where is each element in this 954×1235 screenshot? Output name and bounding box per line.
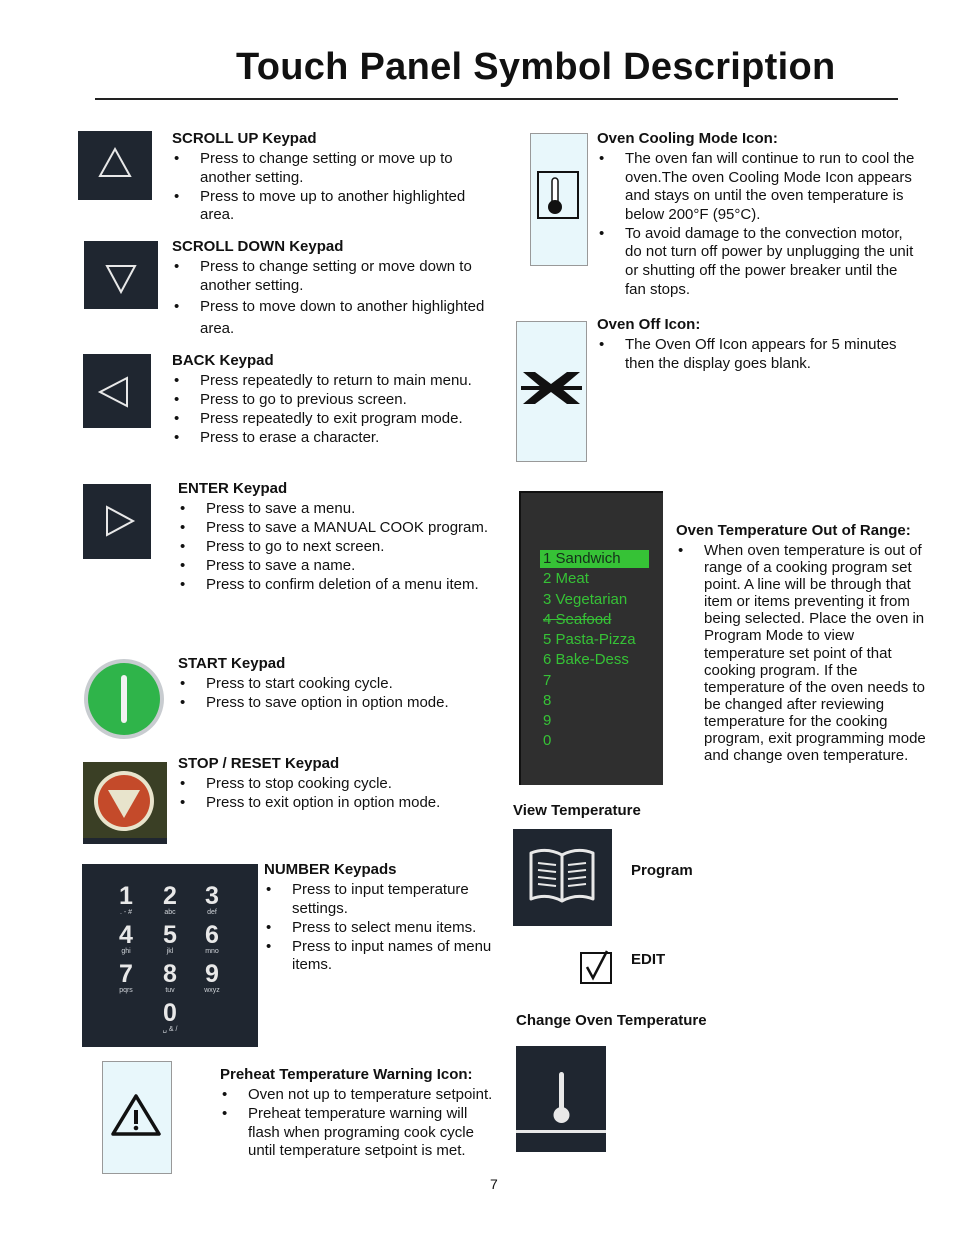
- bullet: • Oven not up to temperature setpoint.: [220, 1086, 495, 1105]
- menu-item-2[interactable]: 2 Meat: [543, 570, 589, 587]
- section-heading: BACK Keypad: [172, 352, 274, 369]
- bullet: • The Oven Off Icon appears for 5 minutes then the display goes blank.: [597, 336, 922, 373]
- section-heading: Oven Temperature Out of Range:: [676, 522, 911, 539]
- menu-item-6[interactable]: 6 Bake-Dess: [543, 651, 629, 668]
- section-heading: Preheat Temperature Warning Icon:: [220, 1066, 473, 1083]
- bullet: • Press to change setting or move down to another setting.: [172, 258, 492, 295]
- back-section: [172, 352, 492, 448]
- cooling-section: [597, 130, 922, 300]
- number-section: [264, 861, 494, 975]
- number-key-9[interactable]: 9 wxyz: [204, 960, 220, 994]
- preheat-warning-display: [102, 1061, 172, 1174]
- edit-keypad[interactable]: [580, 950, 612, 984]
- warning-triangle-icon: [103, 1062, 171, 1173]
- program-menu-screen: [519, 491, 663, 785]
- bullet: • Press to save a MANUAL COOK program.: [178, 519, 498, 538]
- bullet: • Press to move down to another highlighted area.: [172, 296, 492, 340]
- section-heading: NUMBER Keypads: [264, 861, 397, 878]
- scroll-up-section: [172, 130, 492, 225]
- oven-off-display: [516, 321, 587, 462]
- menu-item-3[interactable]: 3 Vegetarian: [543, 591, 628, 608]
- change-oven-temperature-label: Change Oven Temperature: [516, 1012, 707, 1029]
- oven-off-x-icon: [517, 322, 586, 461]
- bullet: • Press to save option in option mode.: [178, 694, 498, 713]
- number-key-7[interactable]: 7 pqrs: [119, 960, 133, 994]
- program-label: Program: [631, 862, 693, 879]
- scroll-down-keypad[interactable]: [84, 241, 158, 309]
- section-heading: START Keypad: [178, 655, 286, 672]
- menu-item-9[interactable]: 9: [543, 712, 552, 729]
- number-keypad: [82, 864, 258, 1047]
- bullet: • Press repeatedly to return to main menu.: [172, 372, 492, 391]
- thermometer-icon: [531, 134, 587, 265]
- menu-item-7[interactable]: 7: [543, 672, 552, 689]
- oven-off-section: [597, 316, 922, 374]
- triangle-right-icon: [83, 484, 151, 559]
- bullet: • Press to change setting or move up to another setting.: [172, 150, 492, 187]
- scroll-down-section: [172, 238, 492, 340]
- bullet: • Press to erase a character.: [172, 429, 492, 448]
- triangle-left-icon: [83, 354, 151, 428]
- section-heading: SCROLL DOWN Keypad: [172, 238, 344, 255]
- bullet: • Press to input temperature settings.: [264, 881, 494, 918]
- program-keypad[interactable]: [513, 829, 612, 926]
- bullet: • Press to go to next screen.: [178, 538, 498, 557]
- bullet: • When oven temperature is out of range of a cooking program set point. A line will be through that item or items preventing it from being selected. Place the oven in Program Mode to view temperature set point of that cooking program. If the temperature of the oven needs to be changed after reviewing temperature for the cooking program, exit programming mode and change oven temperature.: [676, 542, 926, 764]
- number-key-4[interactable]: 4 ghi: [119, 921, 133, 955]
- stop-reset-keypad[interactable]: [83, 762, 167, 844]
- menu-item-5[interactable]: 5 Pasta-Pizza: [543, 631, 636, 648]
- start-button-icon: [83, 658, 165, 740]
- start-keypad[interactable]: [83, 658, 165, 740]
- page-title: Touch Panel Symbol Description: [236, 46, 836, 88]
- edit-label: EDIT: [631, 951, 666, 968]
- scroll-up-keypad[interactable]: [78, 131, 152, 200]
- number-key-5[interactable]: 5 jkl: [163, 921, 177, 955]
- thermometer-icon: [516, 1046, 606, 1152]
- start-section: [178, 655, 498, 713]
- bullet: • Press to go to previous screen.: [172, 391, 492, 410]
- number-key-6[interactable]: 6 mno: [205, 921, 219, 955]
- section-heading: SCROLL UP Keypad: [172, 130, 317, 147]
- cooling-mode-display: [530, 133, 588, 266]
- bullet: • Press repeatedly to exit program mode.: [172, 410, 492, 429]
- number-key-0[interactable]: 0 ␣ & /: [162, 999, 178, 1033]
- open-book-icon: [513, 829, 612, 926]
- enter-section: [178, 480, 498, 595]
- section-heading: Oven Off Icon:: [597, 316, 701, 333]
- menu-item-8[interactable]: 8: [543, 692, 552, 709]
- bullet: • Press to input names of menu items.: [264, 938, 494, 975]
- bullet: • Press to save a menu.: [178, 500, 498, 519]
- stop-reset-icon: [83, 762, 167, 844]
- section-heading: Oven Cooling Mode Icon:: [597, 130, 778, 147]
- number-key-3[interactable]: 3 def: [205, 882, 219, 916]
- checkbox-check-icon: [580, 950, 612, 984]
- bullet: • Press to select menu items.: [264, 919, 494, 938]
- menu-item-4[interactable]: 4 Seafood: [543, 611, 612, 628]
- enter-keypad[interactable]: [83, 484, 151, 559]
- bullet: • To avoid damage to the convection motor, do not turn off power by unplugging the unit or shutting off the power breaker until the fan stops.: [597, 225, 922, 299]
- change-temperature-keypad[interactable]: [516, 1046, 606, 1152]
- bullet: • The oven fan will continue to run to cool the oven.The oven Cooling Mode Icon appears and stays on until the oven temperature is below 200°F (95°C).: [597, 150, 922, 224]
- stop-section: [178, 755, 498, 813]
- back-keypad[interactable]: [83, 354, 151, 428]
- bullet: • Press to exit option in option mode.: [178, 794, 498, 813]
- section-heading: STOP / RESET Keypad: [178, 755, 340, 772]
- triangle-down-icon: [84, 241, 158, 309]
- bullet: • Press to stop cooking cycle.: [178, 775, 498, 794]
- bullet: • Press to move up to another highlighted area.: [172, 188, 492, 225]
- bullet: • Press to save a name.: [178, 557, 498, 576]
- bullet: • Press to confirm deletion of a menu item.: [178, 576, 498, 595]
- title-divider: [95, 98, 898, 100]
- bullet: • Press to start cooking cycle.: [178, 675, 498, 694]
- number-key-2[interactable]: 2 abc: [163, 882, 177, 916]
- menu-item-1[interactable]: 1 Sandwich: [540, 550, 649, 568]
- page-number: 7: [490, 1176, 498, 1192]
- number-key-8[interactable]: 8 tuv: [163, 960, 177, 994]
- out-of-range-section: [676, 522, 926, 765]
- menu-item-0[interactable]: 0: [543, 732, 552, 749]
- number-key-1[interactable]: 1 . - #: [119, 882, 133, 916]
- view-temperature-label: View Temperature: [513, 802, 641, 819]
- bullet: • Preheat temperature warning will flash when programing cook cycle until temperature setpoint is met.: [220, 1105, 495, 1161]
- section-heading: ENTER Keypad: [178, 480, 288, 497]
- triangle-up-icon: [78, 131, 152, 200]
- preheat-section: [220, 1066, 495, 1161]
